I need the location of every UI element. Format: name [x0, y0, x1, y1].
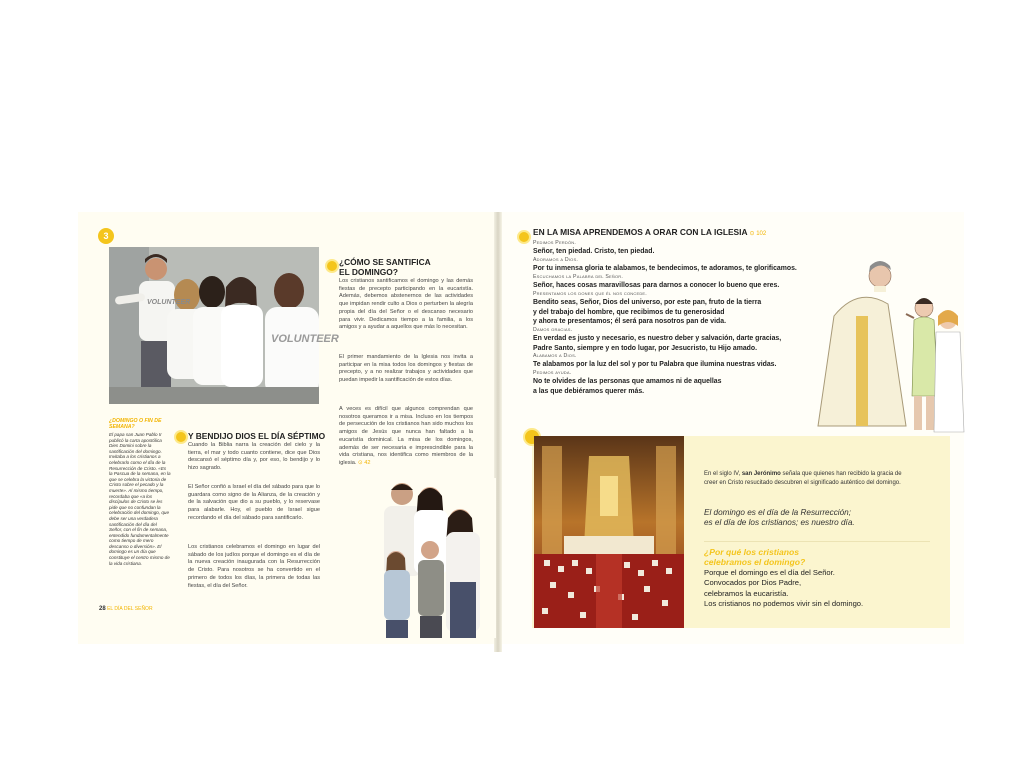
- section-bullet-icon: [325, 259, 339, 273]
- prayer-line: Bendito seas, Señor, Dios del universo, por este pan, fruto de la tierra: [533, 299, 762, 307]
- prayer-line: y ahora te presentamos; él será para nosotros pan de vida.: [533, 318, 727, 326]
- priest-illustration: [814, 256, 964, 436]
- why-sunday-answer: [704, 568, 934, 609]
- how-paragraph-2: El primer mandamiento de la Iglesia nos invita a participar en la misa todos los domingos y fiestas de precepto, y a no realizar trabajos y actividades que puedan impedir la santificación de estos días.: [339, 354, 473, 384]
- folio-title: EL DÍA DEL SEÑOR: [107, 606, 153, 612]
- family-illustration: [350, 478, 496, 638]
- bless-paragraph-1: Cuando la Biblia narra la creación del cielo y la tierra, el mar y todo cuanto contiene, dice que Dios descansó el séptimo día y, por eso, lo bendijo y lo hizo sagrado.: [188, 442, 320, 472]
- prayer-rubric: Adoramos a Dios.: [533, 256, 578, 263]
- quote-line: es el día de los cristianos; es nuestro día.: [704, 518, 855, 527]
- section-bullet-icon: [174, 430, 188, 444]
- mass-prayer-list: [533, 240, 829, 396]
- answer-line: Los cristianos no podemos vivir sin el domingo.: [704, 598, 864, 608]
- prayer-rubric: Pedimos ayuda.: [533, 369, 572, 376]
- jerome-name: san Jerónimo: [741, 471, 781, 477]
- how-paragraph-1: Los cristianos santificamos el domingo y las demás fiestas de precepto participando en la eucaristía. Además, debemos abstenernos de las actividades que impidan rendir culto a Dios o perturben la alegría propia del día del Señor o el descanso necesario para vivir. Dedicamos tiempo a la familia, a los amigos y a ayudar a aquellos que más lo necesitan.: [339, 278, 473, 331]
- paragraph-text: A veces es difícil que algunos comprendan que nosotros queramos ir a misa. Incluso en los tiempos de persecución de los cristianos han sido muchos los amigos de Jesús que nunca han faltado a la eucaristía dominical. La misa de los domingos, además de ser necesaria e imprescindible para la vida cristiana, nos identifica como miembros de la iglesia.: [339, 406, 473, 466]
- prayer-rubric: Escuchamos la Palabra del Señor.: [533, 273, 624, 280]
- basilica-mass-photo: [534, 436, 684, 628]
- title-line: celebramos el domingo?: [704, 557, 806, 567]
- jerome-paragraph: [704, 470, 914, 488]
- answer-line: celebramos la eucaristía.: [704, 588, 789, 598]
- prayer-line: Padre Santo, siempre y en todo lugar, por Jesucristo, tu Hijo amado.: [533, 344, 757, 352]
- family-photo: [350, 478, 496, 638]
- page-number: 28: [99, 606, 106, 612]
- title-line: ¿Por qué los cristianos: [704, 547, 800, 557]
- prayer-line: Te alabamos por la luz del sol y por tu Palabra que ilumina nuestras vidas.: [533, 361, 777, 369]
- jerome-quote: [704, 508, 934, 528]
- bless-paragraph-3: Los cristianos celebramos el domingo en lugar del sábado de los judíos porque el domingo es el día de la nueva creación inaugurada con la Resurrección de Cristo. Para nosotros se ha convertido en el primero de todos los días, la primera de todas las fiestas, el día del Señor.: [188, 544, 320, 589]
- volunteers-illustration: [109, 247, 319, 404]
- prayer-line: Señor, haces cosas maravillosas para darnos a conocer lo bueno que eres.: [533, 282, 780, 290]
- prayer-line: No te olvides de las personas que amamos ni de aquellas: [533, 378, 722, 386]
- prayer-rubric: Presentamos los dones que él nos concede.: [533, 290, 647, 297]
- prayer-rubric: Damos gracias.: [533, 326, 573, 333]
- how-paragraph-3: [339, 406, 473, 468]
- volunteers-photo: [109, 247, 339, 404]
- shirt-text: VOLUNTEER: [147, 299, 191, 306]
- bless-paragraph-2: El Señor confió a Israel el día del sábado para que lo guardara como signo de la Alianza, de la creación y de la salvación que dio a su pueblo, y lo reservase para alabarle. Hoy, el pueblo de Israel sigue recordando el día del sábado para santificarlo.: [188, 484, 320, 521]
- prayer-line: a las que debiéramos querer más.: [533, 387, 645, 395]
- prayer-line: Señor, ten piedad. Cristo, ten piedad.: [533, 248, 655, 256]
- section-number-badge: [517, 230, 531, 244]
- prayer-line: y del trabajo del hombre, que recibimos de tu generosidad: [533, 308, 725, 316]
- prayer-line: Por tu inmensa gloria te alabamos, te bendecimos, te adoramos, te glorificamos.: [533, 265, 797, 273]
- section-title-how: [339, 258, 469, 277]
- answer-line: Convocados por Dios Padre,: [704, 578, 802, 588]
- answer-line: Porque el domingo es el día del Señor.: [704, 568, 835, 577]
- sidebar-title: ¿DOMINGO O FIN DE SEMANA?: [109, 418, 162, 430]
- section-number-badge: 3: [98, 228, 114, 244]
- priest-communion-illustration: [814, 256, 964, 436]
- title-line: EL DOMINGO?: [339, 266, 398, 277]
- cross-reference: ⊙ 42: [357, 459, 371, 466]
- title-line: ¿CÓMO SE SANTIFICA: [339, 257, 431, 267]
- basilica-illustration: [534, 436, 684, 628]
- title-text: EN LA MISA APRENDEMOS A ORAR CON LA IGLESIA: [533, 227, 748, 237]
- cross-reference: ⊙ 102: [749, 231, 767, 237]
- section-title-bless: Y BENDIJO DIOS EL DÍA SÉPTIMO: [188, 431, 326, 441]
- prayer-rubric: Alabamos a Dios.: [533, 353, 577, 360]
- sidebar-text: El papa san Juan Pablo II publicó la carta apostólica Dies Domini sobre la santificación del domingo. Invitaba a los cristianos a celebrarlo como el día de la Resurrección de Cristo. «Es la Pascua de la semana, en la que se celebra la victoria de Cristo sobre el pecado y la muerte». Al mismo tiempo, recordaba que «a los discípulos de Cristo se les pide que no confundan la celebración del domingo, que debe ser una verdadera santificación del día del Señor, con el fin de semana, entendido fundamentalmente como tiempo de mero descanso o diversión». El domingo es un día que constituye el centro mismo de la vida cristiana.: [109, 432, 171, 566]
- shirt-text-back: VOLUNTEER: [271, 333, 339, 345]
- jerome-text-before: En el siglo IV,: [704, 471, 741, 477]
- why-sunday-title: [704, 547, 904, 567]
- prayer-rubric: Pedimos Perdón.: [533, 240, 577, 246]
- divider: [704, 541, 930, 542]
- prayer-section-title: [533, 228, 833, 240]
- quote-line: El domingo es el día de la Resurrección;: [704, 508, 851, 517]
- page-folio: [99, 606, 153, 612]
- prayer-line: En verdad es justo y necesario, es nuestro deber y salvación, darte gracias,: [533, 335, 782, 343]
- jerome-text-after: señala que quienes han recibido la gracia de creer en Cristo resucitado descubren el significado auténtico del domingo.: [704, 471, 902, 486]
